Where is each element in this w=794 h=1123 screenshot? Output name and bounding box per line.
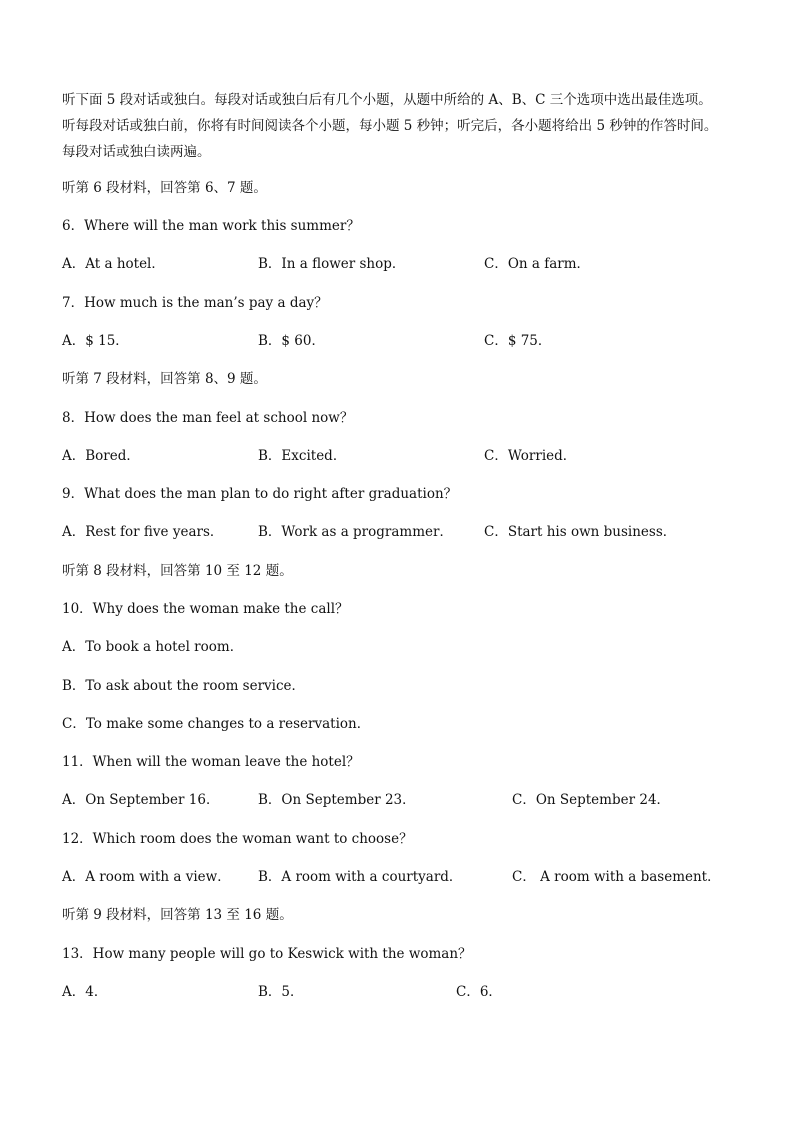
option-c: C．On September 24． bbox=[512, 792, 671, 808]
option-a: A．$ 15． bbox=[62, 333, 129, 349]
option-c: C．On a farm． bbox=[484, 256, 591, 272]
question-options-11 bbox=[0, 787, 794, 813]
option-a: A．4． bbox=[62, 984, 108, 1000]
option-c: C．$ 75． bbox=[484, 333, 552, 349]
option-a: A．On September 16． bbox=[62, 792, 220, 808]
question-stem-10: 10．Why does the woman make the call？ bbox=[62, 601, 349, 617]
option-a: A．Rest for five years． bbox=[62, 524, 224, 540]
option-c: C． A room with a basement． bbox=[512, 869, 721, 885]
question-options-6 bbox=[0, 251, 794, 277]
option-c: C．Start his own business． bbox=[484, 524, 677, 540]
option-c: C．6． bbox=[456, 984, 502, 1000]
question-options-8 bbox=[0, 443, 794, 469]
question-stem-8: 8．How does the man feel at school now？ bbox=[62, 410, 354, 426]
instructions-line-1: 听下面 5 段对话或独白。每段对话或独白后有几个小题，从题中所给的 A、B、C 三个选项中选出最佳选项。 bbox=[62, 92, 712, 108]
question-options-13 bbox=[0, 979, 794, 1005]
option-c: C．To make some changes to a reservation． bbox=[62, 716, 371, 732]
section-heading: 听第 8 段材料，回答第 10 至 12 题。 bbox=[62, 563, 293, 579]
question-options-9 bbox=[0, 519, 794, 545]
section-heading: 听第 9 段材料，回答第 13 至 16 题。 bbox=[62, 907, 293, 923]
question-stem-12: 12．Which room does the woman want to choose？ bbox=[62, 831, 413, 847]
question-stem-7: 7．How much is the man’s pay a day？ bbox=[62, 295, 328, 311]
option-b: B．To ask about the room service． bbox=[62, 678, 306, 694]
option-b: B．A room with a courtyard． bbox=[258, 869, 463, 885]
option-b: B．In a flower shop． bbox=[258, 256, 406, 272]
question-stem-13: 13．How many people will go to Keswick with the woman？ bbox=[62, 946, 472, 962]
question-options-7 bbox=[0, 328, 794, 354]
section-heading: 听第 6 段材料，回答第 6、7 题。 bbox=[62, 180, 267, 196]
option-b: B．$ 60． bbox=[258, 333, 325, 349]
option-a: A．At a hotel． bbox=[62, 256, 165, 272]
option-c: C．Worried． bbox=[484, 448, 577, 464]
instructions-line-3: 每段对话或独白读两遍。 bbox=[62, 144, 211, 160]
option-b: B．Work as a programmer． bbox=[258, 524, 453, 540]
option-a: A．A room with a view． bbox=[62, 869, 231, 885]
section-heading: 听第 7 段材料，回答第 8、9 题。 bbox=[62, 371, 267, 387]
option-b: B．Excited． bbox=[258, 448, 347, 464]
option-b: B．On September 23． bbox=[258, 792, 416, 808]
option-a: A．Bored． bbox=[62, 448, 140, 464]
instructions-line-2: 听每段对话或独白前，你将有时间阅读各个小题，每小题 5 秒钟；听完后，各小题将给出 5 秒钟的作答时间。 bbox=[62, 118, 718, 134]
question-stem-6: 6．Where will the man work this summer？ bbox=[62, 218, 360, 234]
option-b: B．5． bbox=[258, 984, 304, 1000]
question-options-12 bbox=[0, 864, 794, 890]
question-stem-9: 9．What does the man plan to do right after graduation？ bbox=[62, 486, 458, 502]
question-stem-11: 11．When will the woman leave the hotel？ bbox=[62, 754, 360, 770]
option-a: A．To book a hotel room． bbox=[62, 639, 244, 655]
